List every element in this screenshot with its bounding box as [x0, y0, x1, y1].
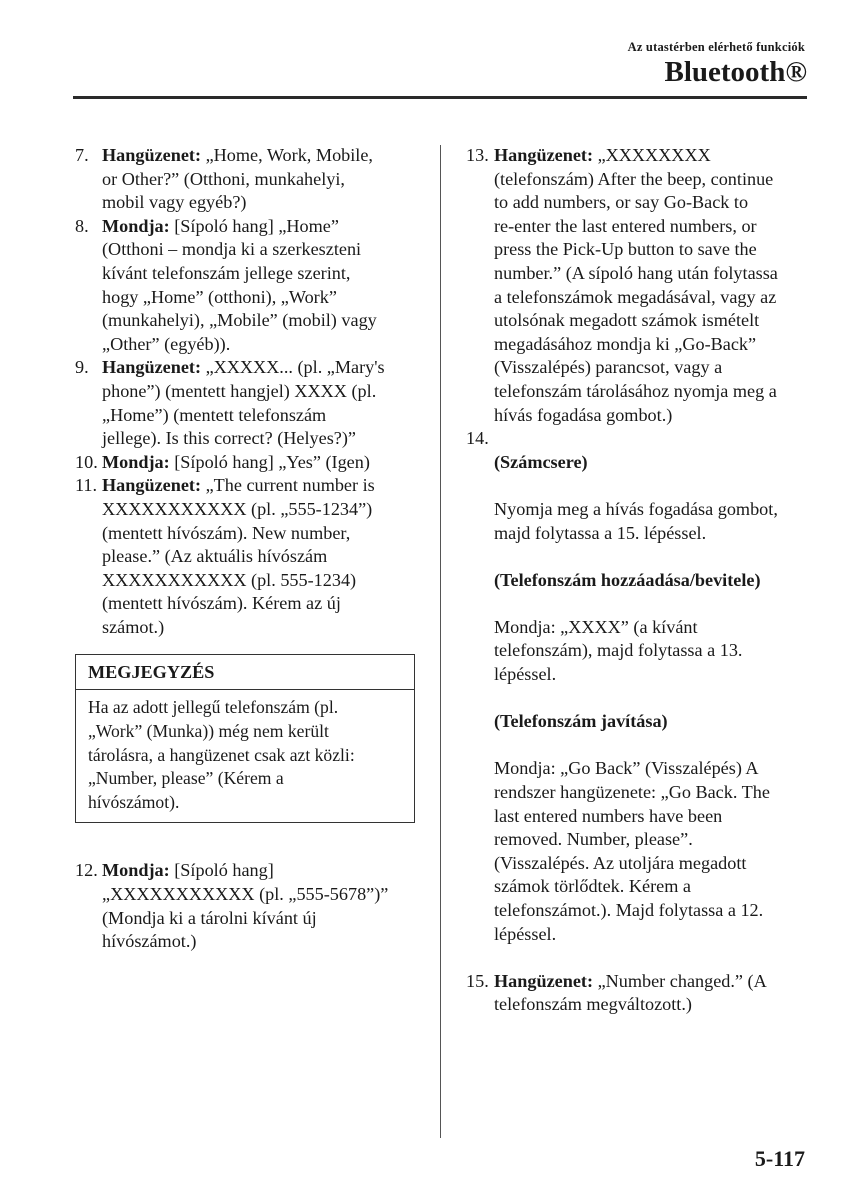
step-text	[102, 451, 415, 475]
list-item	[75, 859, 415, 953]
right-column	[466, 144, 816, 1017]
step-label: Hangüzenet:	[102, 357, 202, 378]
step-text	[494, 427, 816, 970]
note-box	[75, 654, 415, 823]
subsection-heading: (Számcsere)	[494, 451, 588, 472]
list-item	[466, 144, 816, 427]
section-heading: Az utastérben elérhető funkciók	[627, 40, 805, 54]
subsection-heading: (Telefonszám hozzáadása/bevitele)	[494, 569, 761, 590]
step-content: [Sípoló hang] „Yes” (Igen)	[169, 451, 370, 472]
step-label: Mondja:	[102, 215, 170, 236]
list-item	[75, 451, 415, 475]
step-content: [Sípoló hang] „XXXXXXXXXXX (pl. „555-5678”)” (Mondja ki a tárolni kívánt új hívószámot.)	[102, 860, 389, 952]
note-title: MEGJEGYZÉS	[76, 655, 414, 690]
step-number: 15.	[466, 970, 489, 991]
step-number: 9.	[75, 357, 89, 378]
step-number: 13.	[466, 145, 489, 165]
step-text	[102, 144, 415, 215]
step-content: „XXXXXXXX (telefonszám) After the beep, continue to add numbers, or say Go-Back to re-enter the last entered numbers, or press the Pick-Up button to save the number.” (A sípoló hang után folytassa a telefonszámok megadásával, vagy az utolsónak megadott számok ismételt megadásához mondja ki „Go-Back” (Visszalépés) parancsot, vagy a telefonszám tárolásához nyomja meg a hívás fogadása gombot.)	[494, 145, 778, 425]
step-number: 7.	[75, 145, 89, 165]
step-content: „XXXXX... (pl. „Mary's phone”) (mentett hangjel) XXXX (pl. „Home”) (mentett telefonszám jellege). Is this correct? (Helyes?)”	[102, 357, 385, 449]
subsection-text: Mondja: „Go Back” (Visszalépés) A rendszer hangüzenete: „Go Back. The last entered numbers have been removed. Number, please”. (Visszalépés. Az utoljára megadott számok törlődtek. Kérem a telefonszámot.). Majd folytassa a 12. lépéssel.	[494, 758, 770, 944]
step-number: 14.	[466, 428, 489, 449]
page-number: 5-117	[754, 1146, 805, 1171]
spacer	[75, 823, 415, 859]
left-column	[75, 144, 415, 954]
step-label: Mondja:	[102, 451, 170, 472]
step-text	[102, 474, 415, 639]
step-content: „Home, Work, Mobile, or Other?” (Otthoni, munkahelyi, mobil vagy egyéb?)	[102, 145, 373, 213]
list-item	[75, 474, 415, 639]
column-divider	[440, 145, 441, 1138]
step-number: 10.	[75, 451, 98, 472]
step-text	[102, 859, 415, 953]
step-number: 11.	[75, 475, 98, 496]
step-label: Hangüzenet:	[102, 145, 202, 165]
step-number: 12.	[75, 860, 98, 881]
step-label: Mondja:	[102, 860, 170, 881]
header-rule	[73, 96, 807, 99]
step-text	[102, 356, 415, 450]
step-content: „The current number is XXXXXXXXXXX (pl. „555-1234”) (mentett hívószám). New number, please.” (Az aktuális hívószám XXXXXXXXXXX (pl. 555-1234) (mentett hívószám). Kérem az új számot.)	[102, 475, 375, 637]
page-title: Bluetooth®	[664, 56, 807, 88]
step-text	[494, 144, 816, 427]
step-content: „Number changed.” (A telefonszám megváltozott.)	[494, 970, 767, 1015]
list-item	[75, 356, 415, 450]
step-label: Hangüzenet:	[494, 970, 594, 991]
step-label: Hangüzenet:	[494, 145, 594, 165]
step-text	[494, 970, 816, 1017]
list-item	[466, 427, 816, 970]
subsection-heading: (Telefonszám javítása)	[494, 711, 668, 732]
list-item	[75, 215, 415, 357]
list-item	[466, 970, 816, 1017]
subsection-text: Mondja: „XXXX” (a kívánt telefonszám), majd folytassa a 13. lépéssel.	[494, 616, 743, 685]
step-label: Hangüzenet:	[102, 475, 202, 496]
subsection-text: Nyomja meg a hívás fogadása gombot, majd folytassa a 15. lépéssel.	[494, 498, 778, 543]
note-body: Ha az adott jellegű telefonszám (pl. „Work” (Munka)) még nem került tárolásra, a hangüzenet csak azt közli: „Number, please” (Kérem a hívószámot).	[88, 697, 355, 812]
step-text	[102, 215, 415, 357]
step-number: 8.	[75, 215, 89, 236]
list-item	[75, 144, 415, 215]
step-content: [Sípoló hang] „Home” (Otthoni – mondja ki a szerkeszteni kívánt telefonszám jellege szerint, hogy „Home” (otthoni), „Work” (munkahelyi), „Mobile” (mobil) vagy „Other” (egyéb)).	[102, 215, 377, 354]
